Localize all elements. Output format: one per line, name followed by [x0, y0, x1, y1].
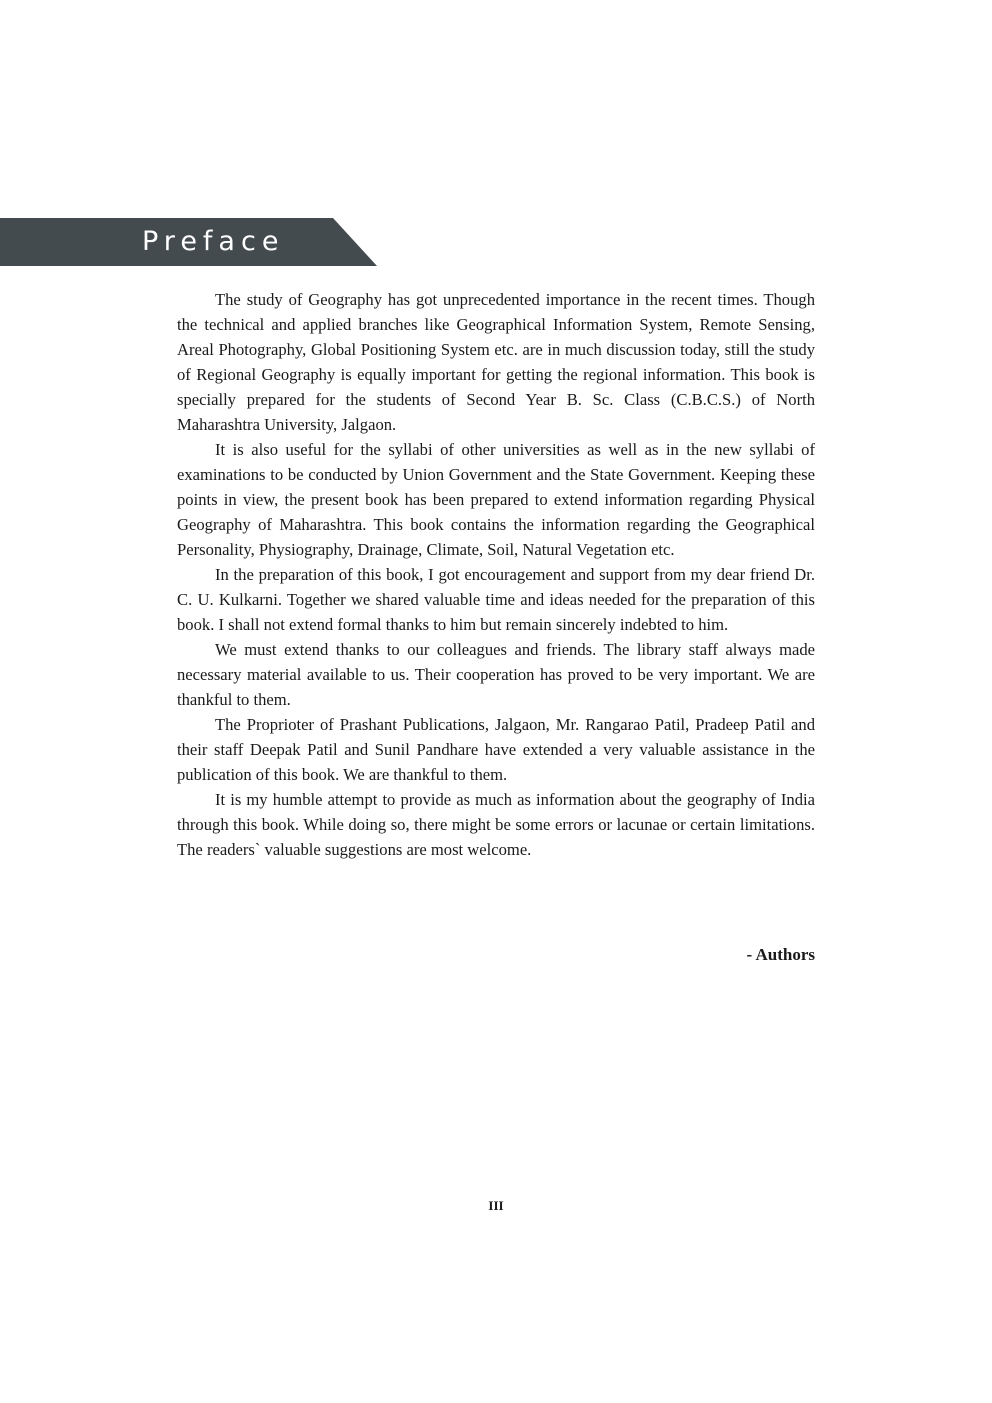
paragraph: In the preparation of this book, I got encouragement and support from my dear friend Dr. C. U. Kulkarni. Together we shared valuable time and ideas needed for the preparation of this book. I shall not extend formal thanks to him but remain sincerely indebted to him. [177, 565, 815, 634]
paragraph: It is also useful for the syllabi of other universities as well as in the new syllabi of examinations to be conducted by Union Government and the State Government. Keeping these points in view, the present book has been prepared to extend information regarding Physical Geography of Maharashtra. This book contains the information regarding the Geographical Personality, Physiography, Drainage, Climate, Soil, Natural Vegetation etc. [177, 440, 815, 559]
preface-body [177, 287, 815, 862]
page-number: III [488, 1198, 504, 1213]
paragraph: We must extend thanks to our colleagues and friends. The library staff always made necessary material available to us. Their cooperation has proved to be very important. We are thankful to them. [177, 640, 815, 709]
page-title: Preface [142, 226, 285, 257]
paragraph: The Proprioter of Prashant Publications, Jalgaon, Mr. Rangarao Patil, Pradeep Patil and their staff Deepak Patil and Sunil Pandhare have extended a very valuable assistance in the publication of this book. We are thankful to them. [177, 715, 815, 784]
paragraph: The study of Geography has got unprecedented importance in the recent times. Though the technical and applied branches like Geographical Information System, Remote Sensing, Areal Photography, Global Positioning System etc. are in much discussion today, still the study of Regional Geography is equally important for getting the regional information. This book is specially prepared for the students of Second Year B. Sc. Class (C.B.C.S.) of North Maharashtra University, Jalgaon. [177, 290, 815, 434]
paragraph: It is my humble attempt to provide as much as information about the geography of India through this book. While doing so, there might be some errors or lacunae or certain limitations. The readers` valuable suggestions are most welcome. [177, 790, 815, 859]
authors-signature: - Authors [746, 945, 815, 964]
